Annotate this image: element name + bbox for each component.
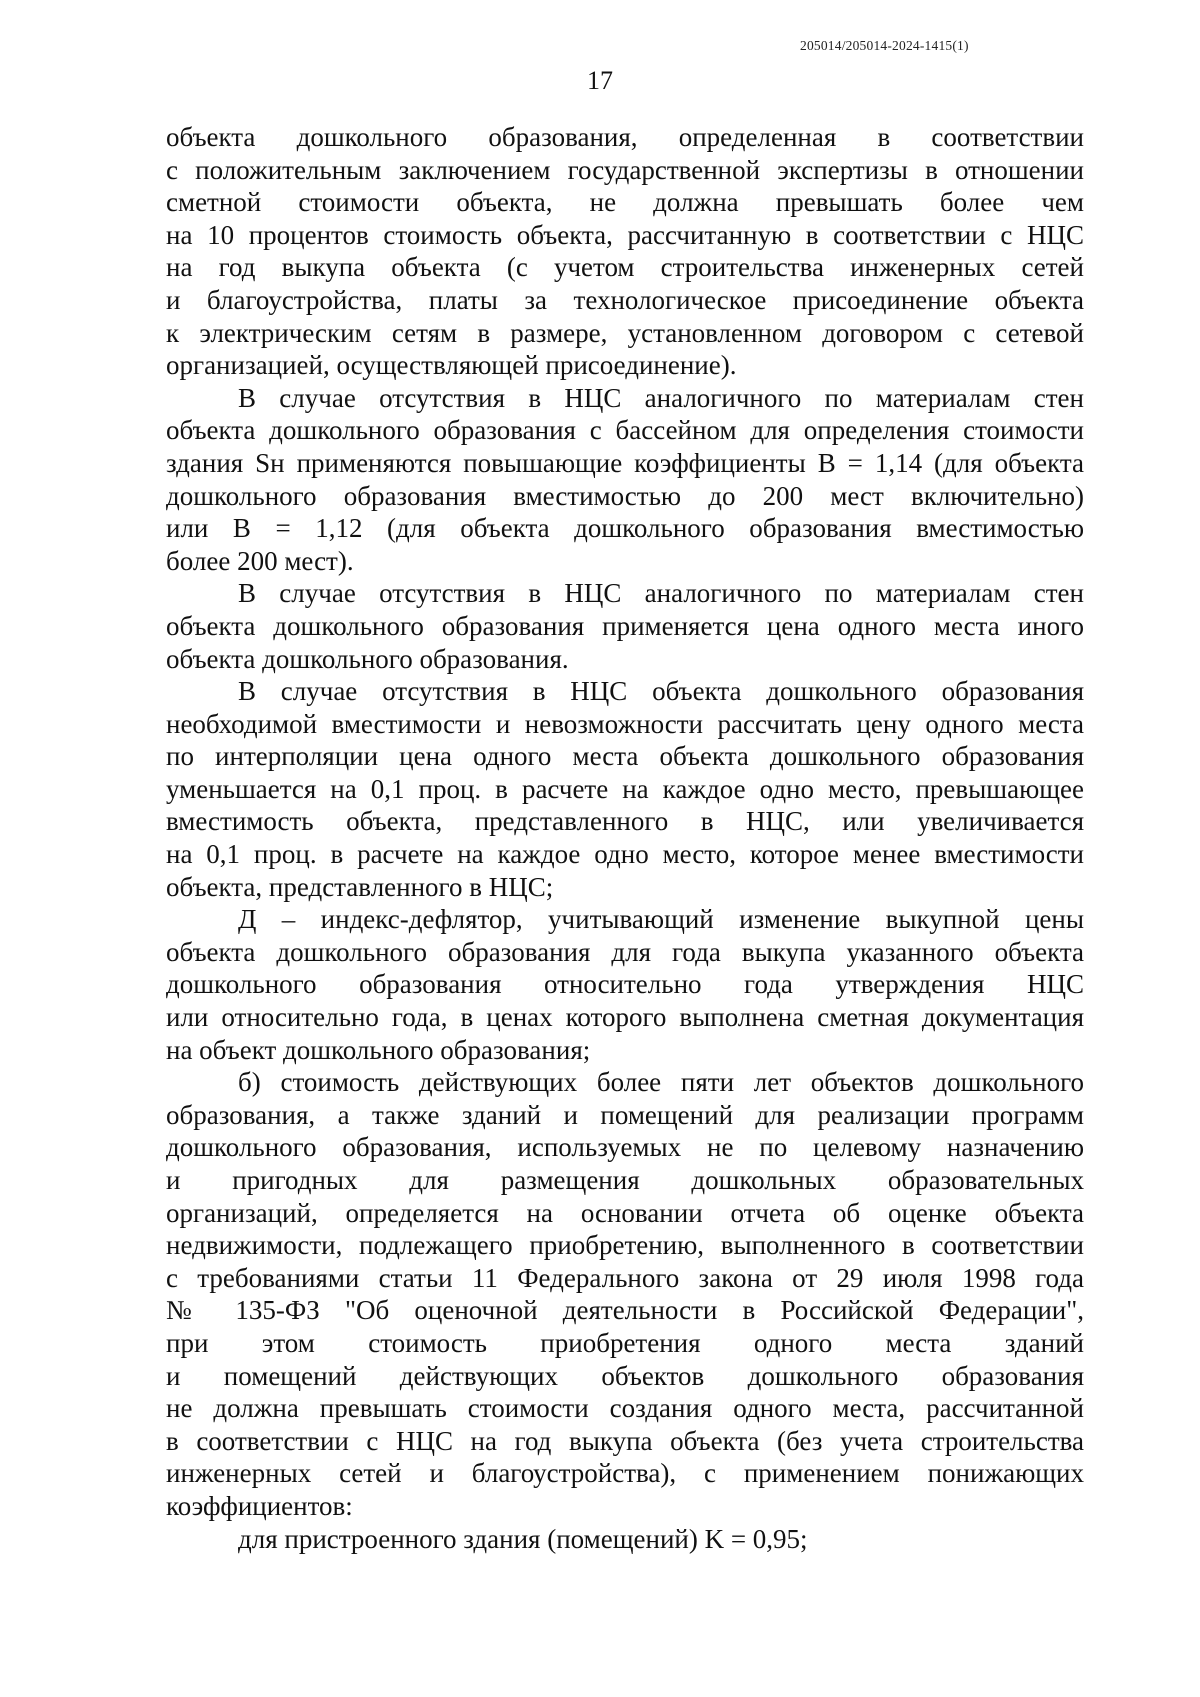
- text-line: б) стоимость действующих более пяти лет объектов дошкольного: [238, 1067, 1084, 1098]
- text-line: сметной стоимости объекта, не должна превышать более чем: [166, 187, 1084, 218]
- text-line: объекта дошкольного образования, определенная в соответствии: [166, 122, 1084, 152]
- text-line: не должна превышать стоимости создания одного места, рассчитанной: [166, 1393, 1084, 1424]
- text-line: с положительным заключением государственной экспертизы в отношении: [166, 154, 1084, 185]
- text-line: организацией, осуществляющей присоединение).: [166, 350, 737, 381]
- text-line: в соответствии с НЦС на год выкупа объекта (без учета строительства: [166, 1425, 1084, 1456]
- page-number: 17: [587, 66, 613, 95]
- text-line: объекта дошкольного образования применяется цена одного места иного: [166, 610, 1084, 641]
- text-line: уменьшается на 0,1 проц. в расчете на каждое одно место, превышающее: [166, 773, 1084, 804]
- text-line: В случае отсутствия в НЦС объекта дошкольного образования: [238, 676, 1084, 707]
- text-line: Д – индекс-дефлятор, учитывающий изменение выкупной цены: [238, 904, 1084, 935]
- text-line: здания Sн применяются повышающие коэффициенты B = 1,14 (для объекта: [166, 447, 1084, 478]
- text-line: организаций, определяется на основании отчета об оценке объекта: [166, 1197, 1084, 1228]
- text-line: или B = 1,12 (для объекта дошкольного образования вместимостью: [166, 513, 1084, 544]
- text-line: объекта дошкольного образования.: [166, 643, 569, 674]
- text-line: вместимость объекта, представленного в НЦС, или увеличивается: [166, 806, 1084, 837]
- text-line: по интерполяции цена одного места объекта дошкольного образования: [166, 741, 1084, 772]
- text-line: на 10 процентов стоимость объекта, рассчитанную в соответствии с НЦС: [166, 219, 1084, 250]
- text-line: образования, а также зданий и помещений для реализации программ: [166, 1099, 1084, 1130]
- text-line: объекта дошкольного образования с бассейном для определения стоимости: [166, 415, 1084, 446]
- text-line: на год выкупа объекта (с учетом строительства инженерных сетей: [166, 252, 1084, 283]
- text-line: коэффициентов:: [166, 1490, 353, 1521]
- text-line: недвижимости, подлежащего приобретению, выполненного в соответствии: [166, 1230, 1084, 1261]
- text-line: и помещений действующих объектов дошкольного образования: [166, 1360, 1084, 1391]
- text-line: при этом стоимость приобретения одного места зданий: [166, 1327, 1084, 1358]
- text-line: В случае отсутствия в НЦС аналогичного по материалам стен: [238, 578, 1084, 609]
- text-line: для пристроенного здания (помещений) K = 0,95;: [238, 1523, 808, 1554]
- text-line: с требованиями статьи 11 Федерального закона от 29 июля 1998 года: [166, 1262, 1084, 1293]
- text-line: и пригодных для размещения дошкольных образовательных: [166, 1165, 1084, 1195]
- text-line: дошкольного образования вместимостью до 200 мест включительно): [166, 480, 1084, 511]
- text-line: объекта дошкольного образования для года выкупа указанного объекта: [166, 936, 1084, 967]
- text-line: необходимой вместимости и невозможности рассчитать цену одного места: [166, 708, 1084, 739]
- text-line: № 135-ФЗ "Об оценочной деятельности в Российской Федерации",: [166, 1295, 1084, 1326]
- text-line: дошкольного образования, используемых не по целевому назначению: [166, 1132, 1084, 1163]
- text-line: инженерных сетей и благоустройства), с применением понижающих: [166, 1458, 1084, 1489]
- text-line: к электрическим сетям в размере, установленном договором с сетевой: [166, 317, 1084, 348]
- text-line: на объект дошкольного образования;: [166, 1034, 591, 1065]
- text-line: дошкольного образования относительно года утверждения НЦС: [166, 969, 1084, 1000]
- text-line: или относительно года, в ценах которого выполнена сметная документация: [166, 1002, 1084, 1033]
- text-line: более 200 мест).: [166, 545, 354, 576]
- text-line: и благоустройства, платы за технологическое присоединение объекта: [166, 284, 1084, 315]
- text-line: на 0,1 проц. в расчете на каждое одно место, которое менее вместимости: [166, 839, 1084, 870]
- document-body: [166, 121, 1084, 1555]
- document-id: 205014/205014-2024-1415(1): [800, 38, 969, 53]
- text-line: В случае отсутствия в НЦС аналогичного по материалам стен: [238, 382, 1084, 413]
- text-line: объекта, представленного в НЦС;: [166, 871, 554, 902]
